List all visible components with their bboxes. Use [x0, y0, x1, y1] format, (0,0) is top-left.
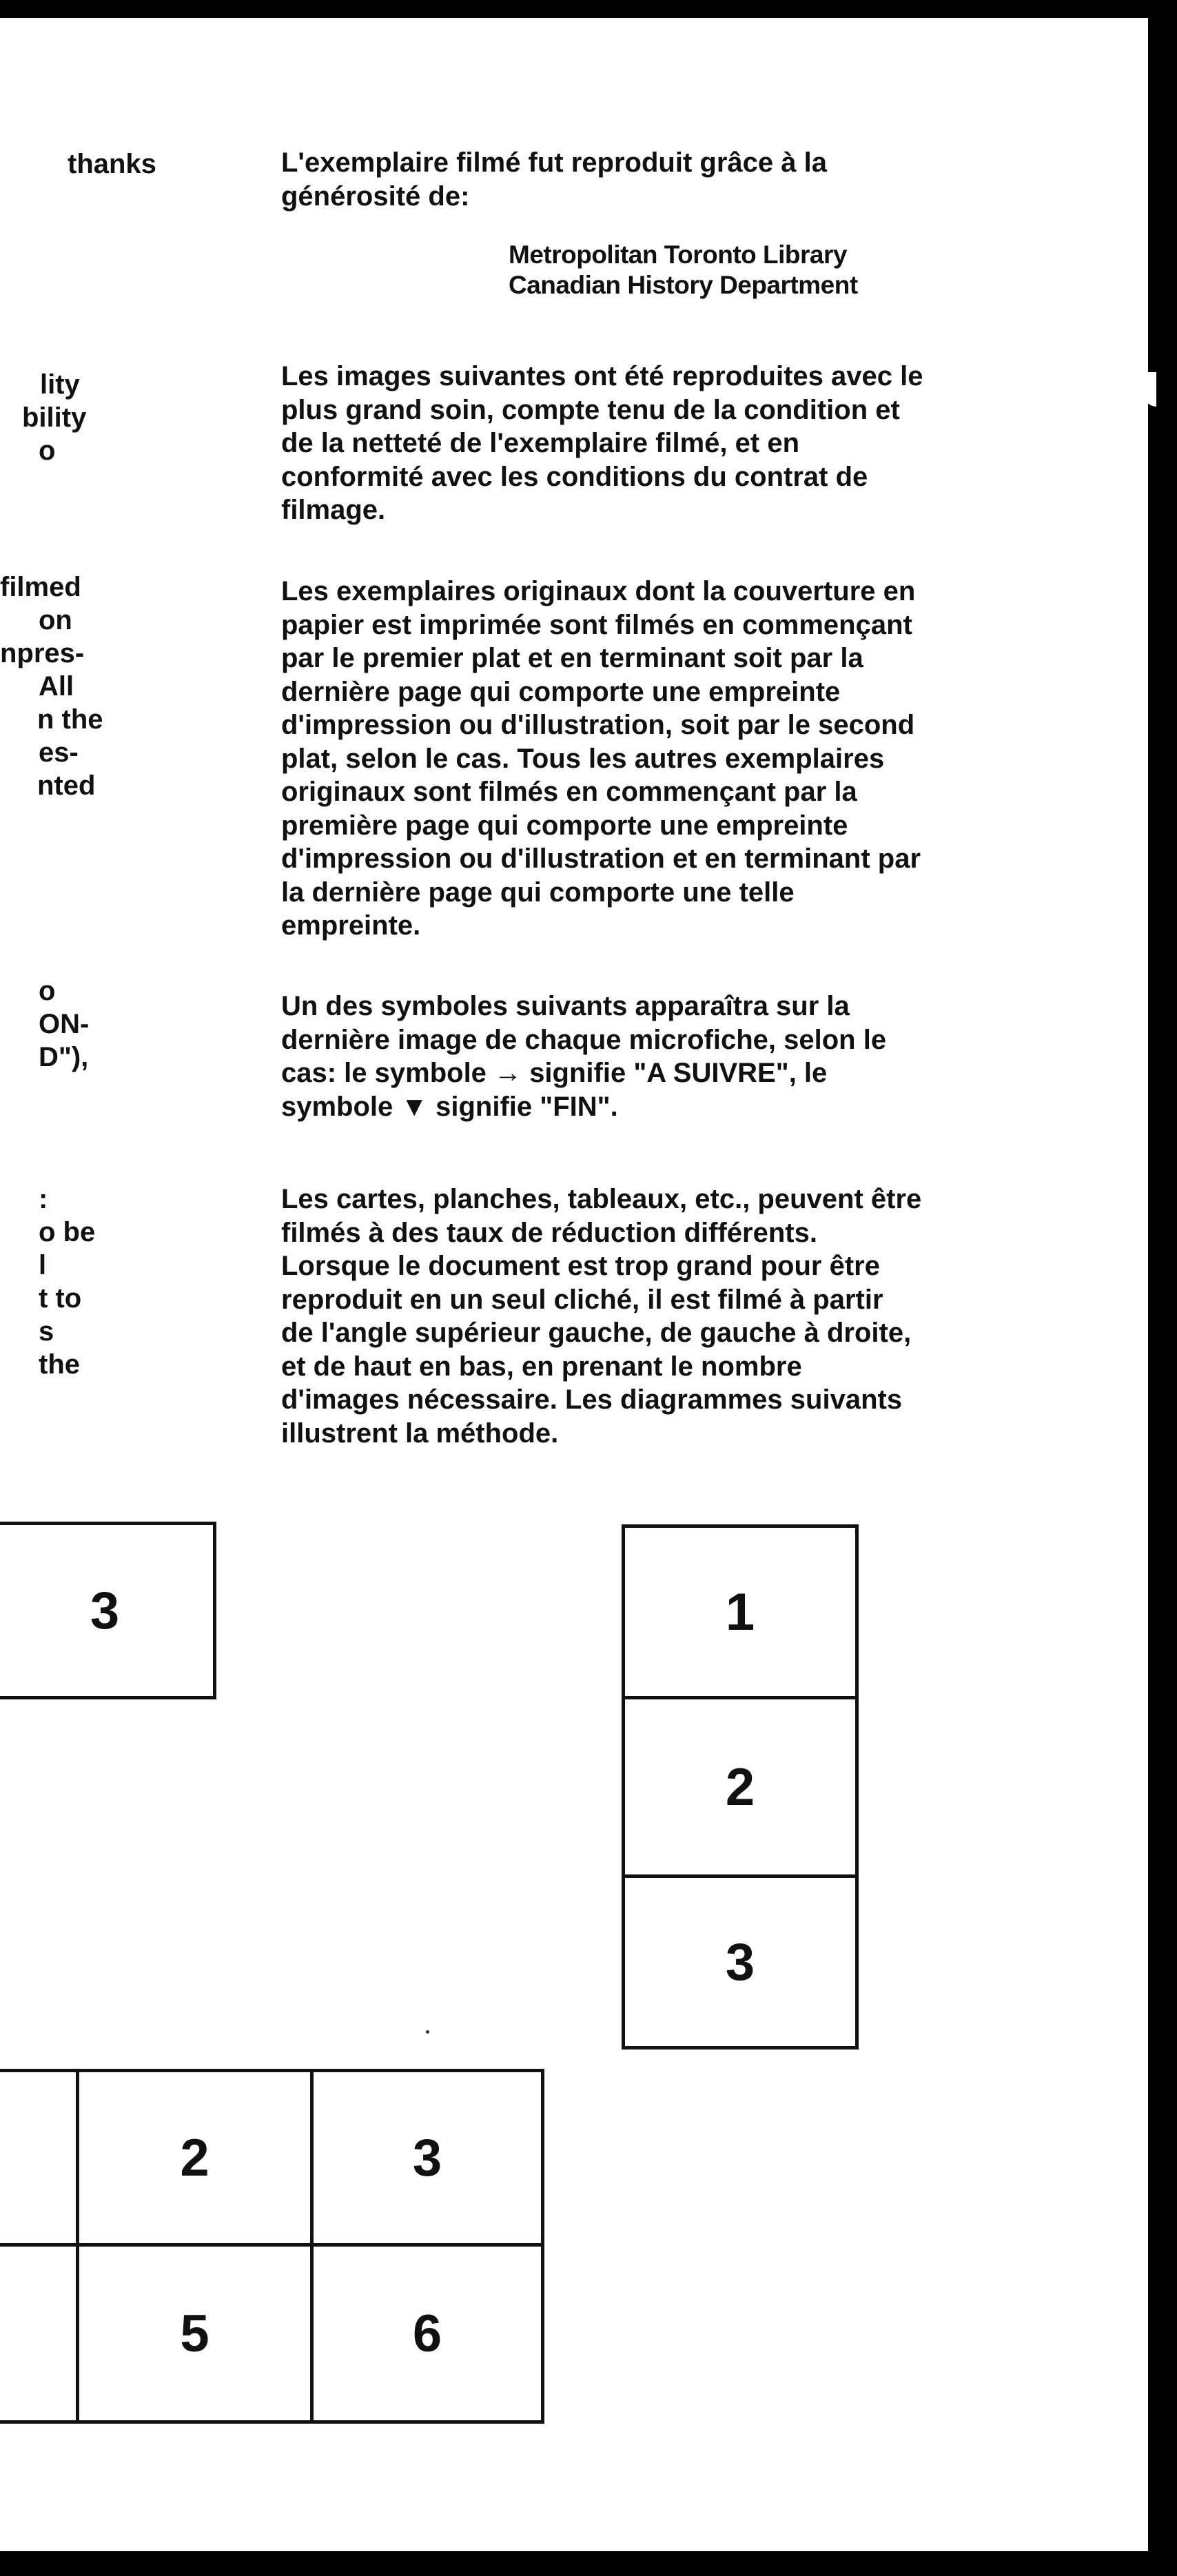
left-fragment: o	[39, 436, 56, 466]
left-fragment: t to	[39, 1283, 82, 1313]
paragraph-line	[281, 1056, 1074, 1090]
diagram-grid-cell: 3	[310, 2069, 544, 2247]
left-fragment: npres-	[0, 638, 85, 668]
diagram-grid-cell: 6	[310, 2243, 544, 2424]
left-fragment: on	[39, 605, 72, 635]
left-fragment: filmed	[0, 572, 81, 602]
symbol-text: signifie "A SUIVRE", le	[529, 1058, 828, 1088]
triangle-symbol-icon: ▼	[400, 1091, 429, 1122]
left-fragment: o	[39, 976, 56, 1006]
diagram-row-cell: 3	[0, 1522, 216, 1699]
left-fragment: es-	[39, 737, 79, 768]
paragraph-originals	[281, 575, 1074, 943]
diagram-grid-cell: 2	[76, 2069, 314, 2247]
left-fragment: :	[39, 1184, 48, 1214]
left-fragment: the	[39, 1349, 80, 1380]
symbol-text: cas: le symbole	[281, 1058, 487, 1088]
symbol-text: symbole	[281, 1091, 393, 1122]
document-page	[0, 18, 1148, 2551]
paragraph-line	[281, 1090, 1074, 1124]
paragraph-line: dernière image de chaque microfiche, selon le	[281, 1024, 887, 1055]
left-fragment: s	[39, 1316, 54, 1347]
diagram-vertical-cell: 2	[622, 1696, 859, 1878]
left-fragment: All	[39, 671, 74, 702]
diagram-grid-cell: 5	[76, 2243, 314, 2424]
scan-edge-notch	[1144, 372, 1156, 407]
left-fragment: bility	[22, 402, 87, 433]
paragraph-line: Un des symboles suivants apparaîtra sur la	[281, 991, 850, 1021]
left-fragment: lity	[40, 369, 80, 400]
symbol-text: signifie "FIN".	[436, 1091, 618, 1122]
credit-line-department: Canadian History Department	[509, 271, 858, 299]
paragraph-text: Les images suivantes ont été reproduites avec le plus grand soin, compte tenu de la condition et de la netteté de l'exemplaire filmé, et en conformité avec les conditions du contrat de filmage.	[281, 361, 923, 525]
diagram-grid-cell	[0, 2243, 79, 2424]
left-fragment: l	[39, 1250, 47, 1280]
credit-line-library: Metropolitan Toronto Library	[509, 241, 847, 269]
left-fragment: nted	[37, 770, 96, 801]
left-fragment: n the	[37, 704, 103, 735]
left-fragment: ON-	[39, 1009, 90, 1039]
paragraph-text: Les exemplaires originaux dont la couverture en papier est imprimée sont filmés en commençant par le premier plat et en terminant soit par la dernière page qui comporte une empreinte d'impression ou d'illustration, soit par le second plat, selon le cas. Tous les autres exemplaires originaux sont filmés en commençant par la première page qui comporte une empreinte d'impression ou d'illustration et en terminant par la dernière page qui comporte une telle empreinte.	[281, 576, 921, 941]
diagram-vertical-cell: 3	[622, 1874, 859, 2049]
left-fragment: o be	[39, 1217, 96, 1247]
paragraph-conditions	[281, 360, 1074, 527]
left-fragment: D"),	[39, 1042, 89, 1072]
arrow-symbol-icon: →	[494, 1058, 522, 1088]
intro-paragraph: L'exemplaire filmé fut reproduit grâce à la générosité de:	[281, 147, 827, 212]
intro-text	[281, 146, 1074, 213]
paragraph-text: Les cartes, planches, tableaux, etc., peuvent être filmés à des taux de réduction différents. Lorsque le document est trop grand pour être reproduit en un seul cliché, il est filmé à partir de l'angle supérieur gauche, de gauche à droite, et de haut en bas, en prenant le nombre d'images nécessaire. Les diagrammes suivants illustrent la méthode.	[281, 1184, 922, 1449]
scan-speck	[426, 2030, 429, 2034]
credit-block	[509, 240, 858, 300]
paragraph-maps	[281, 1183, 1074, 1450]
diagram-vertical-cell: 1	[622, 1524, 859, 1699]
left-fragment: thanks	[68, 149, 156, 179]
paragraph-symbols	[281, 990, 1074, 1123]
diagram-grid-cell	[0, 2069, 79, 2247]
